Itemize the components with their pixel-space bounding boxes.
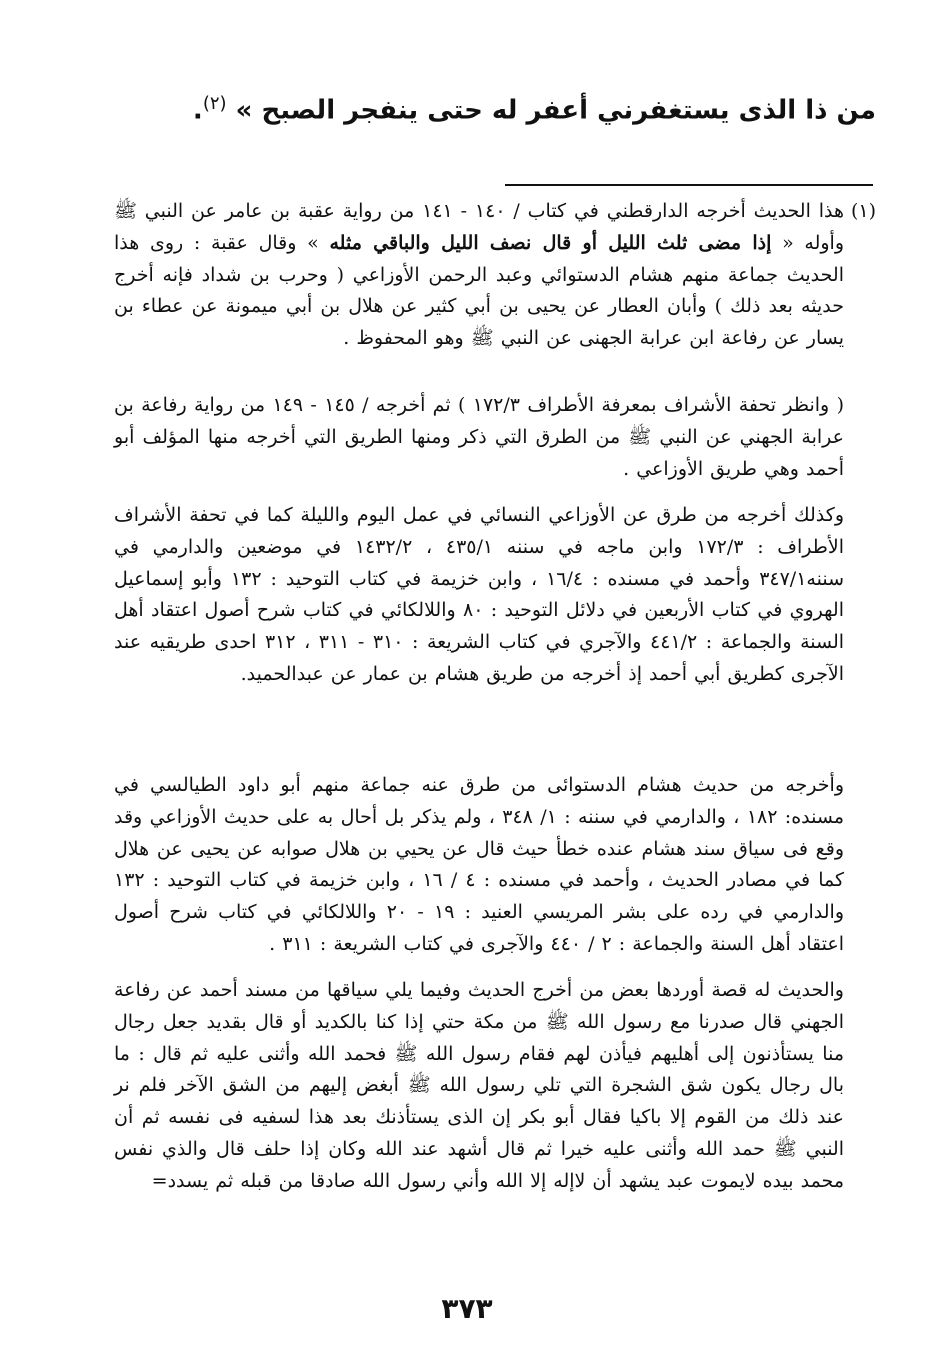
- footnote-paragraph-4: وأخرجه من حديث هشام الدستوائى من طرق عنه جماعة منهم أبو داود الطيالسي في مسنده: ١٨٢ ، والدارمي في سننه : ١/ ٣٤٨ ، ولم يذكر بل أحال به على حديث الأوزاعي وقد وقع فى سياق سند هشام عنده خطأ حيث قال عن يحيي بن هلال صوابه عن يحيى عن هلال كما في مصادر الحديث ، وأحمد في مسنده : ٤ / ١٦ ، وابن خزيمة في كتاب التوحيد : ١٣٢ والدارمي في رده على بشر المريسي العنيد : ١٩ - ٢٠ واللالكائي في كتاب شرح أصول اعتقاد أهل السنة والجماعة : ٢ / ٤٤٠ والآجرى في كتاب الشريعة : ٣١١ .: [114, 774, 845, 955]
- footnote-p1-end: » وقال عقبة : روى هذا الحديث جماعة منهم هشام الدستوائي وعبد الرحمن الأوزاعي ( وحرب بن شداد فإنه أخرج حديثه بعد ذلك ) وأبان العطار عن يحيى بن أبي كثير عن هلال بن أبي ميمونة عن عطاء بن يسار عن رفاعة ابن عرابة الجهنى عن النبي ﷺ وهو المحفوظ .: [114, 231, 844, 350]
- main-text: من ذا الذى يستغفرني أعفر له حتى ينفجر الصبح »: [235, 95, 876, 126]
- footnote-p1-start: هذا الحديث أخرجه الدارقطني في كتاب / ١٤٠ - ١٤١ من رواية عقبة بن عامر عن النبي ﷺ وأوله «: [114, 200, 845, 254]
- page-number: ٣٧٣: [441, 1292, 493, 1325]
- main-text-line: [56, 84, 876, 131]
- footnote-paragraph-2: ( وانظر تحفة الأشراف بمعرفة الأطراف ١٧٢/٣ ) ثم أخرجه / ١٤٥ - ١٤٩ من رواية رفاعة بن عرابة الجهني عن النبي ﷺ من الطرق التي ذكر ومنها الطريق التي أخرجه منها المؤلف أبو أحمد وهي طريق الأوزاعي .: [114, 394, 844, 480]
- footnote-paragraph-5: والحديث له قصة أوردها بعض من أخرج الحديث وفيما يلي سياقها من مسند أحمد عن رفاعة الجهني قال صدرنا مع رسول الله ﷺ من مكة حتي إذا كنا بالكديد أو قال بقديد جعل رجال منا يستأذنون إلى أهليهم فيأذن لهم فقام رسول الله ﷺ فحمد الله وأثنى عليه ثم قال : ما بال رجال يكون شق الشجرة التي تلي رسول الله ﷺ أبغض إليهم من الشق الآخر فلم نر عند ذلك من القوم إلا باكيا فقال أبو بكر إن الذى يستأذنك بعد هذا لسفيه فى نفسه ثم أن النبي ﷺ حمد الله وأثنى عليه خيرا ثم قال أشهد عند الله وكان إذا حلف قال والذي نفس محمد بيده لايموت عبد يشهد أن لاإله إلا الله وأني رسول الله صادقا من قبله ثم يسدد=: [114, 979, 844, 1192]
- footnote-number: (١): [850, 200, 876, 222]
- footnote-separator: [505, 184, 873, 186]
- footnote-reference: (٢): [202, 93, 227, 114]
- footnote-paragraph-1: [114, 196, 844, 355]
- hadith-quote: إذا مضى ثلث الليل أو قال نصف الليل والباقي مثله: [329, 231, 772, 254]
- main-text-end: .: [192, 95, 203, 126]
- footnote-paragraph-3: وكذلك أخرجه من طرق عن الأوزاعي النسائي في عمل اليوم والليلة كما في تحفة الأشراف الأطراف : ١٧٢/٣ وابن ماجه في سننه ٤٣٥/١ ، ١٤٣٢/٢ في موضعين والدارمي في سننه٣٤٧/١ وأحمد في مسنده : ١٦/٤ ، وابن خزيمة في كتاب التوحيد : ١٣٢ وأبو إسماعيل الهروي في كتاب الأربعين في دلائل التوحيد : ٨٠ واللالكائي في كتاب شرح أصول اعتقاد أهل السنة والجماعة : ٤٤١/٢ والآجري في كتاب الشريعة : ٣١٠ - ٣١١ ، ٣١٢ احدى طريقيه عند الآجرى كطريق أبي أحمد إذ أخرجه من طريق هشام بن عمار عن عبدالحميد.: [114, 504, 845, 685]
